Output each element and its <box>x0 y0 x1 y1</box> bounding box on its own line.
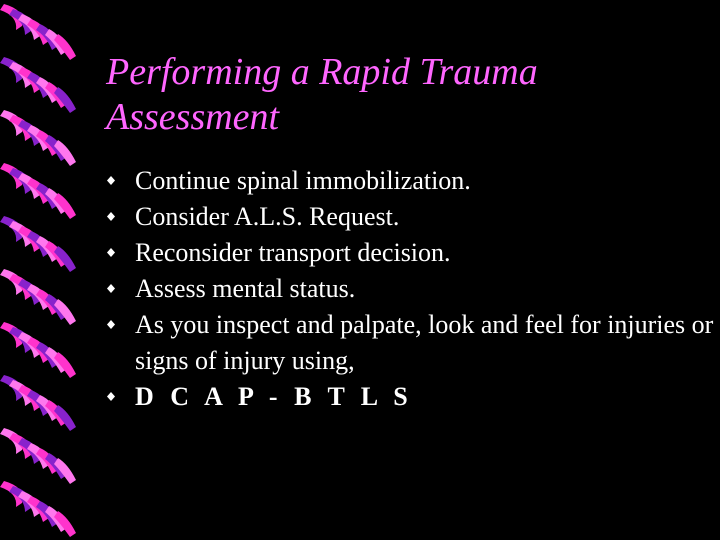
ribbon-swirl <box>0 4 76 60</box>
ribbon-swirl <box>0 110 76 166</box>
title-line-1: Performing a Rapid Trauma <box>106 51 538 93</box>
diamond-bullet-icon <box>103 199 123 235</box>
bullet-list <box>103 163 715 415</box>
diamond-bullet-icon <box>103 379 123 415</box>
ribbon-swirl <box>0 216 76 272</box>
diamond-bullet-icon <box>103 163 123 199</box>
slide-title <box>106 50 696 140</box>
bullet-item <box>103 271 715 307</box>
ribbon-swirl <box>0 269 76 325</box>
diamond-bullet-icon <box>103 307 123 343</box>
bullet-text: Consider A.L.S. Request. <box>135 202 400 231</box>
ribbon-swirl <box>0 428 76 484</box>
title-line-2: Assessment <box>106 96 280 138</box>
bullet-text: Reconsider transport decision. <box>135 238 451 267</box>
bullet-item <box>103 163 715 199</box>
bullet-item <box>103 307 715 379</box>
ribbon-swirl <box>0 322 76 378</box>
bullet-text: Assess mental status. <box>135 274 356 303</box>
bullet-item <box>103 235 715 271</box>
diamond-bullet-icon <box>103 235 123 271</box>
bullet-text: As you inspect and palpate, look and feel for injuries or signs of injury using, <box>135 310 714 375</box>
swirl-ribbon-decoration <box>0 0 100 540</box>
ribbon-swirl <box>0 375 76 431</box>
ribbon-swirl <box>0 481 76 537</box>
diamond-bullet-icon <box>103 271 123 307</box>
bullet-item <box>103 379 715 415</box>
ribbon-swirl <box>0 57 76 113</box>
ribbon-swirl <box>0 163 76 219</box>
bullet-item <box>103 199 715 235</box>
acronym-text: D C A P - B T L S <box>135 382 413 411</box>
bullet-text: Continue spinal immobilization. <box>135 166 471 195</box>
